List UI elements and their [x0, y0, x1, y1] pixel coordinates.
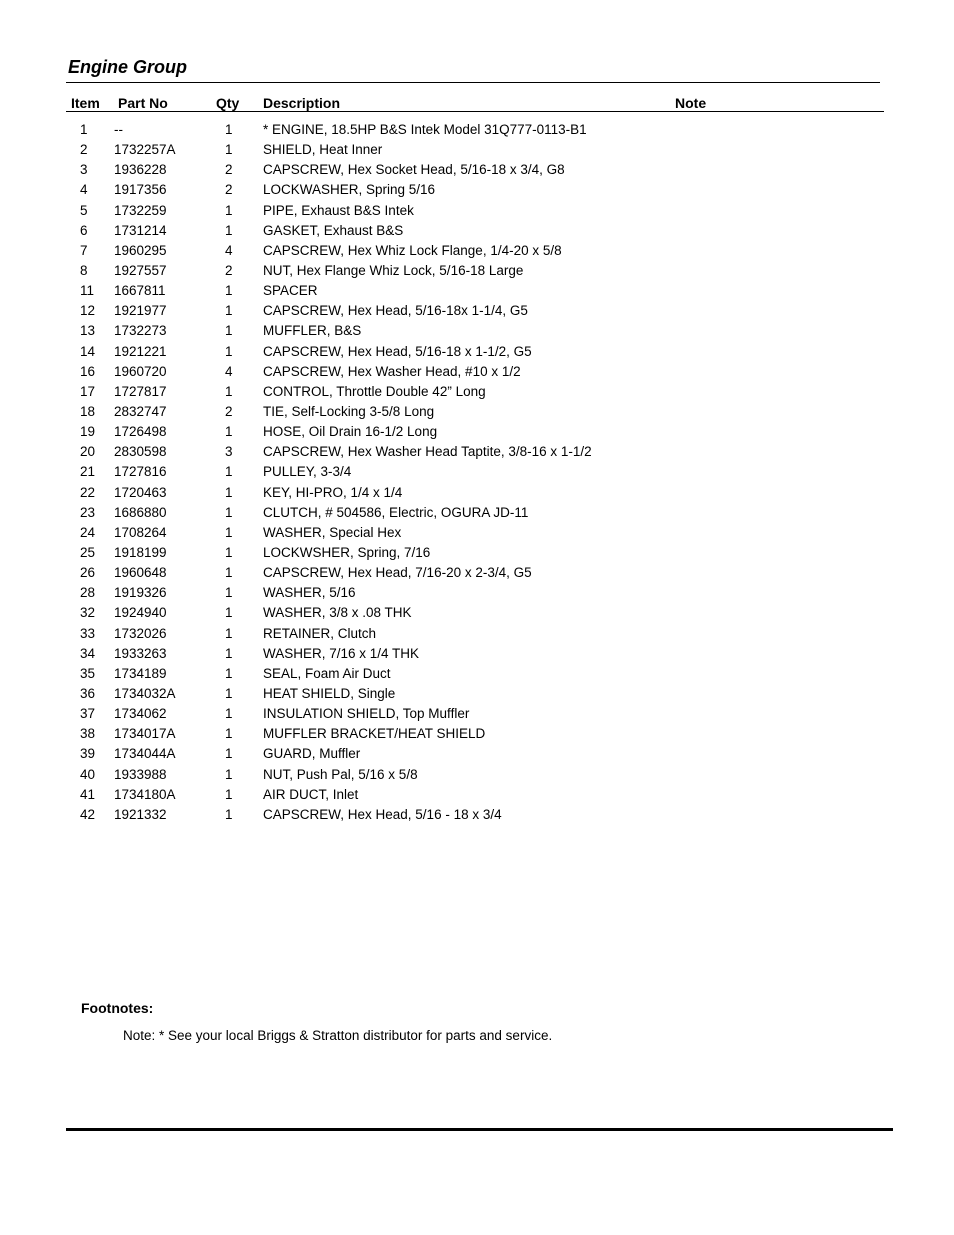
- cell-qty: 4: [225, 363, 233, 379]
- header-qty: Qty: [216, 95, 240, 111]
- cell-part-no: 1732259: [114, 202, 167, 218]
- cell-description: HOSE, Oil Drain 16-1/2 Long: [263, 424, 438, 440]
- cell-item: 38: [80, 726, 96, 742]
- cell-item: 18: [80, 403, 96, 419]
- cell-item: 23: [80, 504, 96, 520]
- cell-description: * ENGINE, 18.5HP B&S Intek Model 31Q777-0113-B1: [263, 122, 587, 137]
- cell-qty: 1: [225, 464, 233, 480]
- page-title: Engine Group: [68, 57, 187, 77]
- cell-part-no: 2830598: [114, 444, 167, 460]
- cell-qty: 1: [225, 303, 233, 319]
- header-divider: [66, 111, 884, 112]
- table-row: [66, 564, 884, 584]
- cell-qty: 1: [225, 605, 233, 621]
- cell-item: 13: [80, 323, 96, 339]
- cell-item: 2: [80, 142, 88, 158]
- cell-part-no: 1708264: [114, 524, 167, 540]
- cell-item: 8: [80, 262, 88, 278]
- table-row: [66, 766, 884, 786]
- table-row: [66, 504, 884, 524]
- cell-description: PIPE, Exhaust B&S Intek: [263, 202, 414, 218]
- cell-description: LOCKWSHER, Spring, 7/16: [263, 544, 431, 560]
- cell-item: 41: [80, 786, 96, 802]
- cell-part-no: 1960295: [114, 242, 167, 258]
- cell-description: AIR DUCT, Inlet: [263, 786, 359, 802]
- cell-description: WASHER, 5/16: [263, 585, 356, 601]
- cell-part-no: 1732026: [114, 625, 167, 641]
- table-row: [66, 202, 884, 222]
- footnotes-title: Footnotes:: [81, 1000, 154, 1016]
- cell-description: WASHER, Special Hex: [263, 524, 402, 540]
- cell-description: GASKET, Exhaust B&S: [263, 222, 404, 238]
- cell-qty: 1: [225, 585, 233, 601]
- cell-description: TIE, Self-Locking 3-5/8 Long: [263, 403, 435, 419]
- cell-description: CAPSCREW, Hex Washer Head Taptite, 3/8-16 x 1-1/2: [263, 444, 592, 460]
- table-row: [66, 121, 884, 141]
- cell-description: KEY, HI-PRO, 1/4 x 1/4: [263, 484, 403, 500]
- table-row: [66, 705, 884, 725]
- cell-item: 42: [80, 806, 96, 822]
- cell-part-no: 1936228: [114, 162, 167, 178]
- table-row: [66, 262, 884, 282]
- cell-description: CLUTCH, # 504586, Electric, OGURA JD-11: [263, 504, 529, 520]
- header-part-no: Part No: [118, 95, 168, 111]
- cell-item: 34: [80, 645, 96, 661]
- cell-qty: 1: [225, 524, 233, 540]
- table-row: [66, 282, 884, 302]
- table-row: [66, 141, 884, 161]
- cell-description: MUFFLER, B&S: [263, 323, 362, 339]
- cell-description: HEAT SHIELD, Single: [263, 685, 396, 701]
- cell-item: 32: [80, 605, 96, 621]
- cell-part-no: 1917356: [114, 182, 167, 198]
- cell-qty: 4: [225, 242, 233, 258]
- cell-part-no: 1732273: [114, 323, 167, 339]
- cell-item: 5: [80, 202, 88, 218]
- cell-item: 4: [80, 182, 88, 198]
- table-row: [66, 423, 884, 443]
- cell-part-no: 1686880: [114, 504, 167, 520]
- bottom-divider: [66, 1128, 893, 1131]
- cell-description: NUT, Hex Flange Whiz Lock, 5/16-18 Large: [263, 262, 524, 278]
- cell-description: CAPSCREW, Hex Socket Head, 5/16-18 x 3/4, G8: [263, 162, 565, 178]
- table-row: [66, 363, 884, 383]
- cell-part-no: 1921221: [114, 343, 167, 359]
- table-row: [66, 403, 884, 423]
- table-row: [66, 786, 884, 806]
- table-row: [66, 685, 884, 705]
- cell-part-no: --: [114, 122, 123, 137]
- cell-part-no: 1720463: [114, 484, 167, 500]
- parts-table-body: [66, 121, 884, 826]
- cell-part-no: 1921332: [114, 806, 167, 822]
- cell-description: SEAL, Foam Air Duct: [263, 665, 391, 681]
- cell-description: CAPSCREW, Hex Head, 5/16-18 x 1-1/2, G5: [263, 343, 532, 359]
- cell-qty: 1: [225, 222, 233, 238]
- table-row: [66, 222, 884, 242]
- cell-qty: 1: [225, 766, 233, 782]
- cell-part-no: 1734062: [114, 706, 167, 722]
- cell-qty: 1: [225, 283, 233, 299]
- cell-description: WASHER, 3/8 x .08 THK: [263, 605, 412, 621]
- cell-qty: 1: [225, 786, 233, 802]
- cell-description: SPACER: [263, 283, 318, 299]
- cell-item: 12: [80, 303, 96, 319]
- cell-description: LOCKWASHER, Spring 5/16: [263, 182, 436, 198]
- cell-item: 17: [80, 383, 96, 399]
- cell-item: 11: [80, 283, 95, 299]
- cell-item: 22: [80, 484, 96, 500]
- cell-description: CAPSCREW, Hex Head, 5/16-18x 1-1/4, G5: [263, 303, 528, 319]
- cell-item: 3: [80, 162, 88, 178]
- cell-description: NUT, Push Pal, 5/16 x 5/8: [263, 766, 418, 782]
- cell-qty: 1: [225, 726, 233, 742]
- cell-part-no: 1727816: [114, 464, 167, 480]
- cell-qty: 1: [225, 625, 233, 641]
- cell-part-no: 1731214: [114, 222, 167, 238]
- cell-item: 37: [80, 706, 96, 722]
- cell-item: 33: [80, 625, 96, 641]
- cell-description: CAPSCREW, Hex Washer Head, #10 x 1/2: [263, 363, 521, 379]
- table-header: [66, 95, 884, 111]
- title-divider: [66, 82, 880, 83]
- cell-description: GUARD, Muffler: [263, 746, 361, 762]
- cell-qty: 3: [225, 444, 233, 460]
- cell-item: 6: [80, 222, 88, 238]
- table-row: [66, 645, 884, 665]
- cell-item: 24: [80, 524, 96, 540]
- table-row: [66, 161, 884, 181]
- cell-part-no: 1734180A: [114, 786, 176, 802]
- cell-part-no: 1734017A: [114, 726, 176, 742]
- table-row: [66, 604, 884, 624]
- cell-part-no: 1734189: [114, 665, 167, 681]
- cell-part-no: 1927557: [114, 262, 167, 278]
- table-row: [66, 745, 884, 765]
- cell-qty: 1: [225, 746, 233, 762]
- cell-qty: 1: [225, 565, 233, 581]
- cell-item: 21: [80, 464, 96, 480]
- table-row: [66, 383, 884, 403]
- cell-part-no: 1734032A: [114, 685, 176, 701]
- cell-item: 39: [80, 746, 96, 762]
- cell-item: 1: [80, 122, 88, 137]
- cell-part-no: 1933263: [114, 645, 167, 661]
- cell-item: 26: [80, 565, 96, 581]
- cell-item: 35: [80, 665, 96, 681]
- table-row: [66, 242, 884, 262]
- cell-description: CAPSCREW, Hex Whiz Lock Flange, 1/4-20 x 5/8: [263, 242, 562, 258]
- cell-item: 16: [80, 363, 96, 379]
- cell-qty: 1: [225, 504, 233, 520]
- cell-part-no: 1667811: [114, 283, 166, 299]
- table-row: [66, 544, 884, 564]
- cell-item: 25: [80, 544, 96, 560]
- table-row: [66, 584, 884, 604]
- cell-qty: 1: [225, 122, 233, 137]
- table-row: [66, 725, 884, 745]
- header-item: Item: [71, 95, 100, 111]
- table-row: [66, 302, 884, 322]
- cell-item: 40: [80, 766, 96, 782]
- cell-item: 19: [80, 424, 96, 440]
- cell-part-no: 1734044A: [114, 746, 176, 762]
- cell-part-no: 1727817: [114, 383, 167, 399]
- cell-description: PULLEY, 3-3/4: [263, 464, 352, 480]
- cell-part-no: 1960648: [114, 565, 167, 581]
- table-row: [66, 322, 884, 342]
- cell-part-no: 1726498: [114, 424, 167, 440]
- table-row: [66, 806, 884, 826]
- header-note: Note: [675, 95, 707, 111]
- cell-part-no: 1919326: [114, 585, 167, 601]
- cell-description: CAPSCREW, Hex Head, 7/16-20 x 2-3/4, G5: [263, 565, 532, 581]
- cell-description: CAPSCREW, Hex Head, 5/16 - 18 x 3/4: [263, 806, 502, 822]
- cell-part-no: 1960720: [114, 363, 167, 379]
- table-row: [66, 181, 884, 201]
- table-row: [66, 463, 884, 483]
- table-row: [66, 343, 884, 363]
- cell-part-no: 1732257A: [114, 142, 176, 158]
- cell-description: SHIELD, Heat Inner: [263, 142, 383, 158]
- footnote-text: Note: * See your local Briggs & Stratton distributor for parts and service.: [123, 1028, 553, 1043]
- cell-description: INSULATION SHIELD, Top Muffler: [263, 706, 470, 722]
- table-row: [66, 484, 884, 504]
- cell-qty: 1: [225, 323, 233, 339]
- cell-qty: 1: [225, 645, 233, 661]
- cell-item: 14: [80, 343, 96, 359]
- cell-description: WASHER, 7/16 x 1/4 THK: [263, 645, 420, 661]
- table-row: [66, 665, 884, 685]
- cell-qty: 1: [225, 665, 233, 681]
- cell-item: 7: [80, 242, 88, 258]
- cell-qty: 1: [225, 685, 233, 701]
- cell-description: RETAINER, Clutch: [263, 625, 377, 641]
- table-row: [66, 443, 884, 463]
- cell-qty: 1: [225, 806, 233, 822]
- cell-part-no: 1921977: [114, 303, 167, 319]
- cell-item: 36: [80, 685, 96, 701]
- cell-qty: 1: [225, 383, 233, 399]
- cell-qty: 2: [225, 162, 233, 178]
- cell-description: CONTROL, Throttle Double 42” Long: [263, 383, 486, 399]
- cell-description: MUFFLER BRACKET/HEAT SHIELD: [263, 726, 486, 742]
- table-row: [66, 625, 884, 645]
- cell-qty: 1: [225, 544, 233, 560]
- cell-part-no: 2832747: [114, 403, 167, 419]
- cell-qty: 1: [225, 706, 233, 722]
- cell-qty: 1: [225, 424, 233, 440]
- cell-qty: 1: [225, 202, 233, 218]
- table-row: [66, 524, 884, 544]
- cell-qty: 2: [225, 403, 233, 419]
- cell-part-no: 1933988: [114, 766, 167, 782]
- cell-qty: 2: [225, 182, 233, 198]
- cell-qty: 2: [225, 262, 233, 278]
- cell-part-no: 1924940: [114, 605, 167, 621]
- cell-item: 28: [80, 585, 96, 601]
- cell-item: 20: [80, 444, 96, 460]
- cell-part-no: 1918199: [114, 544, 167, 560]
- header-description: Description: [263, 95, 341, 111]
- cell-qty: 1: [225, 343, 233, 359]
- cell-qty: 1: [225, 484, 233, 500]
- cell-qty: 1: [225, 142, 233, 158]
